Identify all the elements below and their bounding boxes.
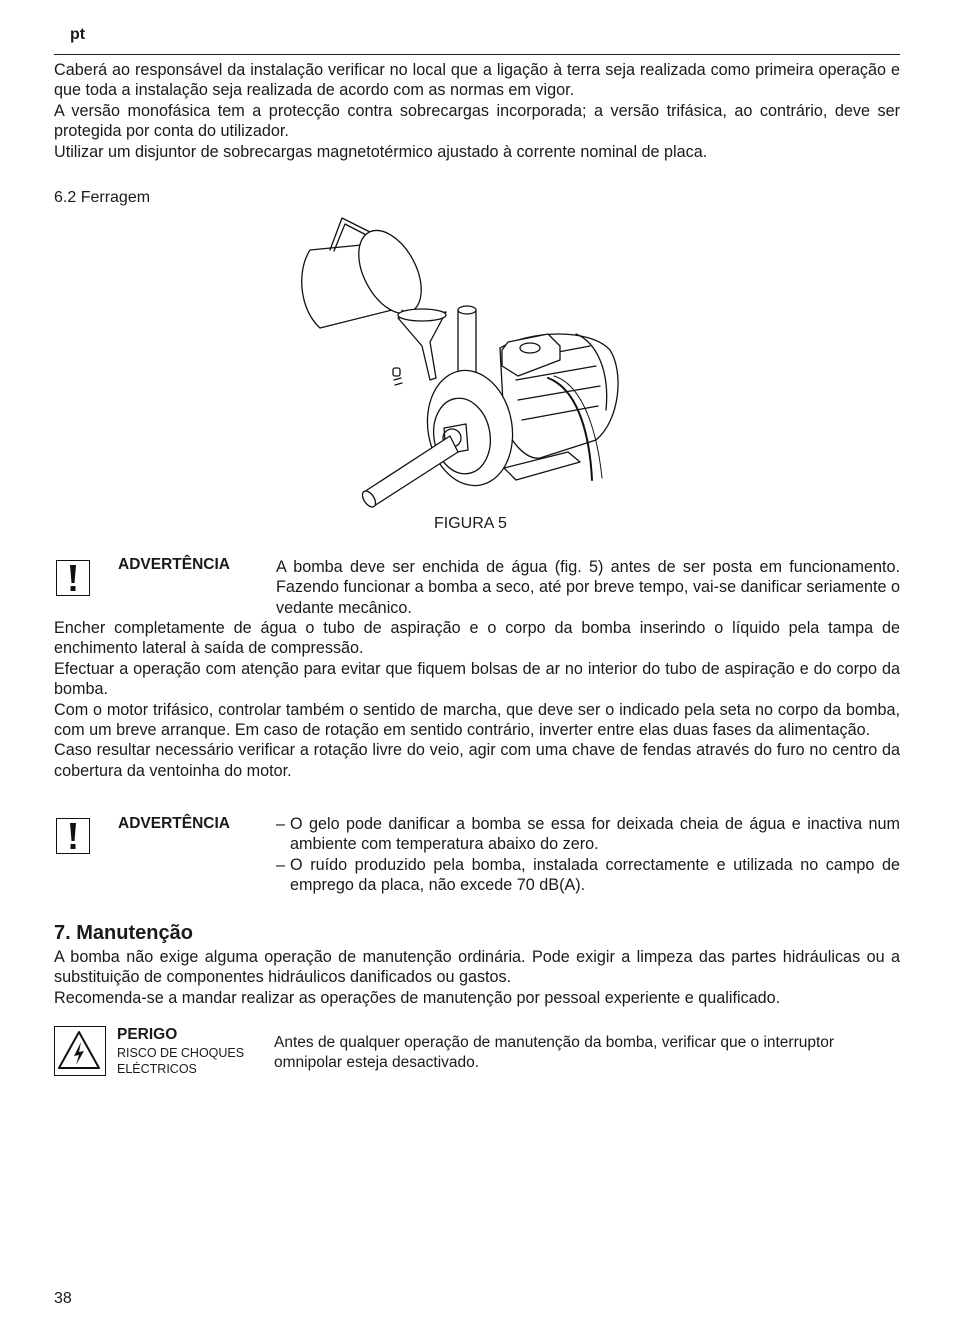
maintenance-paragraph-1: A bomba não exige alguma operação de manutenção ordinária. Pode exigir a limpeza das partes hidráulicas ou a substituição de componentes hidráulicos danificados ou gastos. <box>54 948 900 987</box>
electric-shock-warning-icon <box>55 1027 103 1073</box>
warning-item-1 <box>276 814 900 855</box>
filling-instructions <box>54 618 900 781</box>
maintenance-text <box>54 947 900 1008</box>
body-paragraph-2: Efectuar a operação com atenção para evitar que fiquem bolsas de ar no interior do tubo de aspiração e do corpo da bomba. <box>54 659 900 699</box>
warning-box-2 <box>56 818 90 854</box>
danger-label: PERIGO <box>117 1026 178 1043</box>
language-code: pt <box>70 26 86 43</box>
intro-text <box>54 60 900 162</box>
page-number: 38 <box>54 1290 72 1307</box>
danger-text: Antes de qualquer operação de manutenção da bomba, verificar que o interruptor omnipolar esteja desactivado. <box>274 1034 835 1072</box>
section-7-title: 7. Manutenção <box>54 922 193 944</box>
dash-marker: – <box>276 855 286 874</box>
warning-item-2 <box>276 855 900 896</box>
intro-paragraph-3: Utilizar um disjuntor de sobrecargas magnetotérmico ajustado à corrente nominal de placa. <box>54 142 708 161</box>
warning-label-1: ADVERTÊNCIA <box>118 556 230 573</box>
exclamation-icon <box>68 564 78 592</box>
intro-paragraph-2: A versão monofásica tem a protecção contra sobrecargas incorporada; a versão trifásica, ao contrário, deve ser protegida por conta do utilizador. <box>54 101 900 141</box>
danger-box <box>54 1026 106 1076</box>
pump-filling-illustration <box>290 210 640 510</box>
dash-marker: – <box>276 815 286 833</box>
danger-sublabel <box>117 1045 267 1077</box>
warning-item-text-2: O ruído produzido pela bomba, instalada correctamente e utilizada no campo de emprego da placa, não excede 70 dB(A). <box>290 855 900 895</box>
body-paragraph-3: Com o motor trifásico, controlar também o sentido de marcha, que deve ser o indicado pela seta no corpo da bomba, com um breve arranque. Em caso de rotação em sentido contrário, inverter entre elas duas fases da alimentação. <box>54 700 900 740</box>
warning-box-1 <box>56 560 90 596</box>
warning-item-text-1: O gelo pode danificar a bomba se essa for deixada cheia de água e inactiva num ambiente com temperatura abaixo do zero. <box>290 815 900 854</box>
section-6-2-title: 6.2 Ferragem <box>54 189 151 206</box>
header-rule <box>54 54 900 55</box>
figure-caption: FIGURA 5 <box>434 515 507 532</box>
maintenance-paragraph-2: Recomenda-se a mandar realizar as operações de manutenção por pessoal experiente e qualificado. <box>54 988 781 1007</box>
warning-list-2 <box>276 814 900 896</box>
warning-text-1: A bomba deve ser enchida de água (fig. 5) antes de ser posta em funcionamento. Fazendo funcionar a bomba a seco, até por breve tempo, vai-se danificar seriamente o vedante mecânico. <box>276 558 900 617</box>
danger-sublabel-line-1: RISCO DE CHOQUES <box>117 1046 245 1060</box>
warning-label-2: ADVERTÊNCIA <box>118 815 230 832</box>
body-paragraph-1: Encher completamente de água o tubo de aspiração e o corpo da bomba inserindo o líquido pela tampa de enchimento lateral à saída de compressão. <box>54 619 900 658</box>
danger-sublabel-line-2: ELÉCTRICOS <box>117 1062 197 1076</box>
exclamation-icon <box>68 822 78 850</box>
body-paragraph-4: Caso resultar necessário verificar a rotação livre do veio, agir com uma chave de fendas através do furo no centro da cobertura da ventoinha do motor. <box>54 741 900 780</box>
intro-paragraph-1: Caberá ao responsável da instalação verificar no local que a ligação à terra seja realizada como primeira operação e que toda a instalação seja realizada de acordo com as normas em vigor. <box>54 61 900 100</box>
